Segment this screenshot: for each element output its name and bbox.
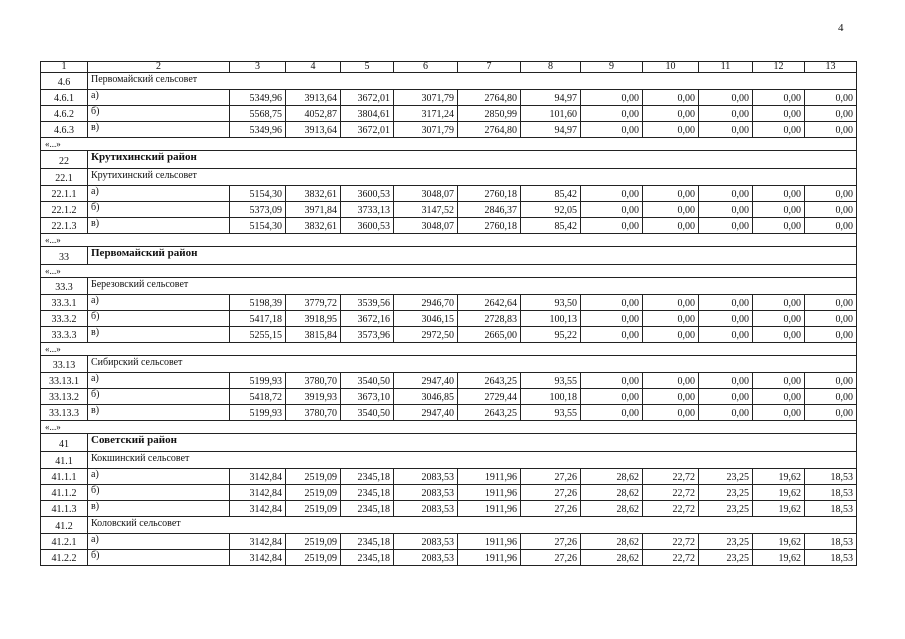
value-cell: 5255,15 (230, 327, 286, 343)
row-code: 4.6.3 (41, 122, 88, 138)
value-cell: 19,62 (753, 501, 805, 517)
table-row (41, 534, 857, 550)
column-header: 10 (643, 62, 699, 73)
value-cell: 3142,84 (230, 485, 286, 501)
subsection-title: Кокшинский сельсовет (88, 452, 857, 469)
row-code: 4.6.1 (41, 90, 88, 106)
value-cell: 3804,61 (341, 106, 394, 122)
column-header: 13 (805, 62, 857, 73)
column-header: 12 (753, 62, 805, 73)
value-cell: 3780,70 (286, 373, 341, 389)
value-cell: 1911,96 (458, 501, 521, 517)
value-cell: 3780,70 (286, 405, 341, 421)
table-row (41, 90, 857, 106)
value-cell: 2846,37 (458, 202, 521, 218)
value-cell: 0,00 (581, 295, 643, 311)
row-code: 33.3.3 (41, 327, 88, 343)
value-cell: 22,72 (643, 501, 699, 517)
value-cell: 2345,18 (341, 534, 394, 550)
value-cell: 0,00 (805, 186, 857, 202)
subsection-title: Березовский сельсовет (88, 278, 857, 295)
row-label: в) (88, 122, 230, 138)
subsection-code: 33.13 (41, 356, 88, 373)
column-header: 9 (581, 62, 643, 73)
value-cell: 2519,09 (286, 469, 341, 485)
column-header: 2 (88, 62, 230, 73)
value-cell: 27,26 (521, 534, 581, 550)
value-cell: 0,00 (699, 327, 753, 343)
value-cell: 0,00 (581, 90, 643, 106)
column-header: 3 (230, 62, 286, 73)
table-row (41, 106, 857, 122)
value-cell: 4052,87 (286, 106, 341, 122)
value-cell: 18,53 (805, 534, 857, 550)
value-cell: 19,62 (753, 485, 805, 501)
column-header: 8 (521, 62, 581, 73)
value-cell: 28,62 (581, 469, 643, 485)
value-cell: 0,00 (581, 373, 643, 389)
value-cell: 0,00 (805, 389, 857, 405)
value-cell: 94,97 (521, 122, 581, 138)
column-header: 4 (286, 62, 341, 73)
value-cell: 93,55 (521, 405, 581, 421)
value-cell: 3573,96 (341, 327, 394, 343)
value-cell: 3971,84 (286, 202, 341, 218)
row-code: 33.3.1 (41, 295, 88, 311)
value-cell: 3071,79 (394, 122, 458, 138)
value-cell: 2850,99 (458, 106, 521, 122)
value-cell: 27,26 (521, 469, 581, 485)
subsection-row (41, 517, 857, 534)
column-header: 6 (394, 62, 458, 73)
ellipsis-marker: «...» (41, 343, 857, 356)
ellipsis-marker: «...» (41, 138, 857, 151)
value-cell: 0,00 (753, 90, 805, 106)
value-cell: 0,00 (805, 405, 857, 421)
value-cell: 3672,16 (341, 311, 394, 327)
subsection-row (41, 73, 857, 90)
value-cell: 0,00 (805, 311, 857, 327)
row-label: б) (88, 106, 230, 122)
value-cell: 0,00 (805, 90, 857, 106)
value-cell: 0,00 (581, 405, 643, 421)
value-cell: 5568,75 (230, 106, 286, 122)
value-cell: 1911,96 (458, 534, 521, 550)
value-cell: 2728,83 (458, 311, 521, 327)
value-cell: 0,00 (805, 327, 857, 343)
value-cell: 0,00 (581, 327, 643, 343)
value-cell: 23,25 (699, 501, 753, 517)
row-code: 41.1.1 (41, 469, 88, 485)
value-cell: 2760,18 (458, 186, 521, 202)
subsection-title: Крутихинский сельсовет (88, 169, 857, 186)
value-cell: 0,00 (753, 373, 805, 389)
subsection-title: Коловский сельсовет (88, 517, 857, 534)
row-code: 33.13.3 (41, 405, 88, 421)
table-row (41, 405, 857, 421)
value-cell: 2729,44 (458, 389, 521, 405)
subsection-code: 41.2 (41, 517, 88, 534)
value-cell: 0,00 (643, 90, 699, 106)
section-row (41, 151, 857, 169)
row-code: 33.3.2 (41, 311, 88, 327)
section-code: 33 (41, 247, 88, 265)
row-code: 22.1.2 (41, 202, 88, 218)
value-cell: 28,62 (581, 485, 643, 501)
value-cell: 22,72 (643, 550, 699, 566)
section-title: Первомайский район (88, 247, 857, 265)
value-cell: 5199,93 (230, 405, 286, 421)
table-row (41, 122, 857, 138)
value-cell: 0,00 (699, 186, 753, 202)
value-cell: 0,00 (753, 389, 805, 405)
value-cell: 3600,53 (341, 218, 394, 234)
value-cell: 2083,53 (394, 485, 458, 501)
value-cell: 3048,07 (394, 186, 458, 202)
value-cell: 93,55 (521, 373, 581, 389)
value-cell: 0,00 (699, 311, 753, 327)
value-cell: 2345,18 (341, 501, 394, 517)
value-cell: 0,00 (699, 122, 753, 138)
row-label: а) (88, 186, 230, 202)
row-label: в) (88, 327, 230, 343)
table-row (41, 295, 857, 311)
value-cell: 0,00 (643, 186, 699, 202)
value-cell: 0,00 (753, 295, 805, 311)
value-cell: 2972,50 (394, 327, 458, 343)
section-title: Крутихинский район (88, 151, 857, 169)
value-cell: 3142,84 (230, 469, 286, 485)
value-cell: 0,00 (699, 295, 753, 311)
subsection-code: 22.1 (41, 169, 88, 186)
row-label: б) (88, 389, 230, 405)
value-cell: 0,00 (643, 373, 699, 389)
value-cell: 100,13 (521, 311, 581, 327)
value-cell: 0,00 (581, 311, 643, 327)
value-cell: 0,00 (753, 311, 805, 327)
row-label: б) (88, 202, 230, 218)
table-body (41, 62, 857, 566)
subsection-code: 41.1 (41, 452, 88, 469)
value-cell: 0,00 (581, 389, 643, 405)
row-code: 33.13.1 (41, 373, 88, 389)
row-label: а) (88, 469, 230, 485)
value-cell: 3672,01 (341, 90, 394, 106)
value-cell: 3540,50 (341, 373, 394, 389)
value-cell: 18,53 (805, 501, 857, 517)
value-cell: 0,00 (643, 311, 699, 327)
value-cell: 0,00 (699, 90, 753, 106)
value-cell: 2083,53 (394, 469, 458, 485)
value-cell: 2643,25 (458, 373, 521, 389)
table-row (41, 469, 857, 485)
value-cell: 2760,18 (458, 218, 521, 234)
row-label: б) (88, 311, 230, 327)
value-cell: 18,53 (805, 469, 857, 485)
value-cell: 2947,40 (394, 405, 458, 421)
value-cell: 0,00 (699, 405, 753, 421)
table-row (41, 311, 857, 327)
section-row (41, 434, 857, 452)
value-cell: 23,25 (699, 469, 753, 485)
value-cell: 95,22 (521, 327, 581, 343)
value-cell: 0,00 (643, 389, 699, 405)
row-label: б) (88, 550, 230, 566)
value-cell: 27,26 (521, 485, 581, 501)
value-cell: 3046,15 (394, 311, 458, 327)
value-cell: 0,00 (753, 186, 805, 202)
value-cell: 0,00 (581, 218, 643, 234)
value-cell: 0,00 (643, 122, 699, 138)
value-cell: 2519,09 (286, 485, 341, 501)
value-cell: 0,00 (753, 106, 805, 122)
value-cell: 3673,10 (341, 389, 394, 405)
subsection-title: Первомайский сельсовет (88, 73, 857, 90)
value-cell: 23,25 (699, 534, 753, 550)
table-row (41, 389, 857, 405)
value-cell: 3779,72 (286, 295, 341, 311)
section-code: 41 (41, 434, 88, 452)
value-cell: 101,60 (521, 106, 581, 122)
table-row (41, 373, 857, 389)
value-cell: 1911,96 (458, 550, 521, 566)
value-cell: 0,00 (805, 218, 857, 234)
column-header: 1 (41, 62, 88, 73)
value-cell: 3142,84 (230, 534, 286, 550)
row-label: в) (88, 501, 230, 517)
value-cell: 27,26 (521, 501, 581, 517)
column-header: 5 (341, 62, 394, 73)
table-row (41, 218, 857, 234)
value-cell: 3913,64 (286, 122, 341, 138)
row-code: 4.6.2 (41, 106, 88, 122)
value-cell: 0,00 (805, 202, 857, 218)
tariff-table (40, 61, 857, 566)
value-cell: 0,00 (699, 389, 753, 405)
value-cell: 0,00 (753, 202, 805, 218)
table-row (41, 550, 857, 566)
subsection-title: Сибирский сельсовет (88, 356, 857, 373)
row-label: а) (88, 295, 230, 311)
table-row (41, 485, 857, 501)
value-cell: 0,00 (581, 106, 643, 122)
value-cell: 3171,24 (394, 106, 458, 122)
subsection-row (41, 169, 857, 186)
value-cell: 2643,25 (458, 405, 521, 421)
value-cell: 0,00 (805, 373, 857, 389)
value-cell: 3142,84 (230, 501, 286, 517)
value-cell: 0,00 (643, 202, 699, 218)
section-title: Советский район (88, 434, 857, 452)
value-cell: 18,53 (805, 550, 857, 566)
ellipsis-marker: «...» (41, 421, 857, 434)
value-cell: 23,25 (699, 550, 753, 566)
page-number: 4 (838, 22, 844, 34)
value-cell: 0,00 (643, 106, 699, 122)
value-cell: 3539,56 (341, 295, 394, 311)
section-row (41, 247, 857, 265)
section-code: 22 (41, 151, 88, 169)
value-cell: 2083,53 (394, 534, 458, 550)
value-cell: 3142,84 (230, 550, 286, 566)
ellipsis-marker: «...» (41, 265, 857, 278)
value-cell: 2764,80 (458, 122, 521, 138)
value-cell: 2345,18 (341, 485, 394, 501)
value-cell: 28,62 (581, 501, 643, 517)
row-code: 33.13.2 (41, 389, 88, 405)
value-cell: 3832,61 (286, 186, 341, 202)
value-cell: 0,00 (753, 122, 805, 138)
value-cell: 2083,53 (394, 550, 458, 566)
value-cell: 0,00 (581, 186, 643, 202)
value-cell: 0,00 (699, 106, 753, 122)
table-row (41, 186, 857, 202)
value-cell: 0,00 (805, 122, 857, 138)
column-header: 7 (458, 62, 521, 73)
row-label: а) (88, 373, 230, 389)
value-cell: 3048,07 (394, 218, 458, 234)
value-cell: 0,00 (753, 218, 805, 234)
value-cell: 3919,93 (286, 389, 341, 405)
value-cell: 1911,96 (458, 469, 521, 485)
ellipsis-row (41, 421, 857, 434)
value-cell: 3600,53 (341, 186, 394, 202)
value-cell: 0,00 (699, 373, 753, 389)
value-cell: 3672,01 (341, 122, 394, 138)
value-cell: 28,62 (581, 550, 643, 566)
value-cell: 85,42 (521, 218, 581, 234)
value-cell: 5417,18 (230, 311, 286, 327)
value-cell: 85,42 (521, 186, 581, 202)
header-row (41, 62, 857, 73)
table-row (41, 327, 857, 343)
value-cell: 94,97 (521, 90, 581, 106)
value-cell: 2665,00 (458, 327, 521, 343)
table-row (41, 202, 857, 218)
value-cell: 5349,96 (230, 90, 286, 106)
value-cell: 5418,72 (230, 389, 286, 405)
value-cell: 3815,84 (286, 327, 341, 343)
value-cell: 3071,79 (394, 90, 458, 106)
value-cell: 0,00 (643, 405, 699, 421)
value-cell: 19,62 (753, 469, 805, 485)
value-cell: 3913,64 (286, 90, 341, 106)
value-cell: 2519,09 (286, 501, 341, 517)
value-cell: 5373,09 (230, 202, 286, 218)
row-code: 22.1.1 (41, 186, 88, 202)
value-cell: 0,00 (699, 218, 753, 234)
value-cell: 100,18 (521, 389, 581, 405)
table-row (41, 501, 857, 517)
subsection-row (41, 356, 857, 373)
value-cell: 2947,40 (394, 373, 458, 389)
column-header: 11 (699, 62, 753, 73)
row-label: в) (88, 405, 230, 421)
row-code: 41.2.2 (41, 550, 88, 566)
value-cell: 19,62 (753, 534, 805, 550)
value-cell: 2345,18 (341, 550, 394, 566)
value-cell: 0,00 (753, 405, 805, 421)
value-cell: 2083,53 (394, 501, 458, 517)
row-code: 41.1.2 (41, 485, 88, 501)
subsection-row (41, 278, 857, 295)
row-label: а) (88, 534, 230, 550)
subsection-code: 4.6 (41, 73, 88, 90)
value-cell: 5349,96 (230, 122, 286, 138)
value-cell: 0,00 (699, 202, 753, 218)
row-label: в) (88, 218, 230, 234)
value-cell: 22,72 (643, 469, 699, 485)
value-cell: 3832,61 (286, 218, 341, 234)
value-cell: 93,50 (521, 295, 581, 311)
value-cell: 3733,13 (341, 202, 394, 218)
ellipsis-row (41, 138, 857, 151)
value-cell: 0,00 (581, 122, 643, 138)
value-cell: 28,62 (581, 534, 643, 550)
row-label: б) (88, 485, 230, 501)
value-cell: 3918,95 (286, 311, 341, 327)
ellipsis-marker: «...» (41, 234, 857, 247)
value-cell: 0,00 (643, 295, 699, 311)
value-cell: 2946,70 (394, 295, 458, 311)
ellipsis-row (41, 234, 857, 247)
value-cell: 23,25 (699, 485, 753, 501)
value-cell: 5154,30 (230, 186, 286, 202)
value-cell: 5199,93 (230, 373, 286, 389)
value-cell: 2345,18 (341, 469, 394, 485)
row-label: а) (88, 90, 230, 106)
value-cell: 19,62 (753, 550, 805, 566)
value-cell: 0,00 (805, 295, 857, 311)
value-cell: 3147,52 (394, 202, 458, 218)
value-cell: 2642,64 (458, 295, 521, 311)
value-cell: 92,05 (521, 202, 581, 218)
value-cell: 18,53 (805, 485, 857, 501)
ellipsis-row (41, 343, 857, 356)
value-cell: 3540,50 (341, 405, 394, 421)
value-cell: 0,00 (643, 327, 699, 343)
subsection-row (41, 452, 857, 469)
value-cell: 22,72 (643, 534, 699, 550)
row-code: 41.1.3 (41, 501, 88, 517)
value-cell: 3046,85 (394, 389, 458, 405)
value-cell: 0,00 (643, 218, 699, 234)
value-cell: 1911,96 (458, 485, 521, 501)
value-cell: 5198,39 (230, 295, 286, 311)
value-cell: 5154,30 (230, 218, 286, 234)
value-cell: 0,00 (581, 202, 643, 218)
row-code: 41.2.1 (41, 534, 88, 550)
subsection-code: 33.3 (41, 278, 88, 295)
value-cell: 2519,09 (286, 534, 341, 550)
value-cell: 0,00 (753, 327, 805, 343)
value-cell: 2764,80 (458, 90, 521, 106)
ellipsis-row (41, 265, 857, 278)
value-cell: 27,26 (521, 550, 581, 566)
row-code: 22.1.3 (41, 218, 88, 234)
value-cell: 22,72 (643, 485, 699, 501)
value-cell: 0,00 (805, 106, 857, 122)
value-cell: 2519,09 (286, 550, 341, 566)
